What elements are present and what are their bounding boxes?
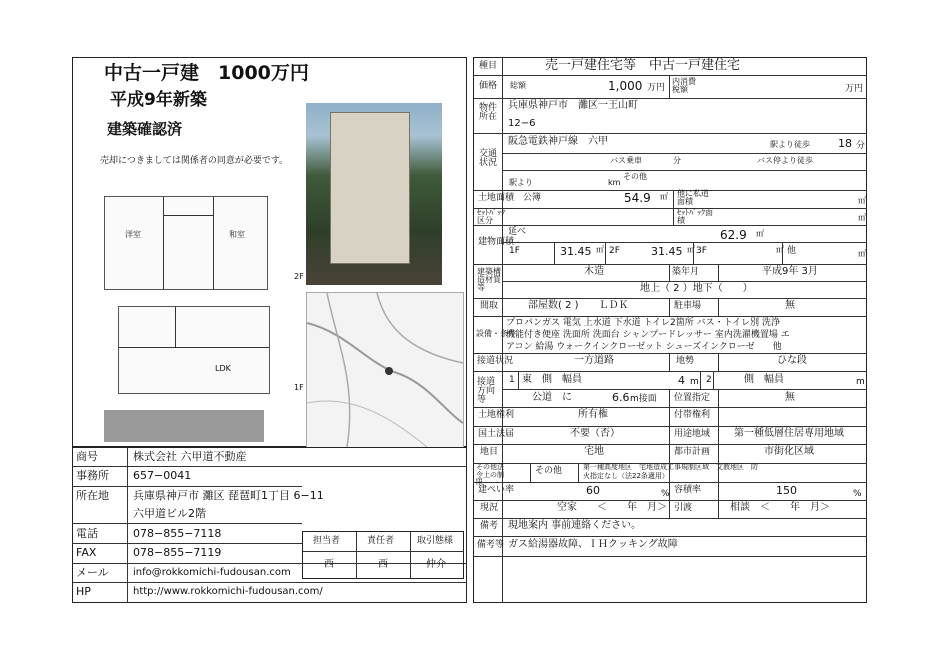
- label-location: 物件所在: [479, 103, 498, 122]
- total-floor-unit: ㎡: [756, 229, 764, 238]
- label-land-category: 地目: [480, 447, 499, 457]
- land-area-tag: 公簿: [523, 193, 542, 203]
- company-label-address: 所在地: [76, 489, 109, 502]
- road-status-value: 一方道路: [574, 355, 614, 366]
- status-value: 空家 ＜ 年 月＞: [557, 502, 667, 513]
- road2-no: 2: [706, 375, 712, 385]
- layout-value: 部屋数( 2 ) ＬＤＫ: [528, 300, 629, 311]
- label-remark2: 備考等: [477, 540, 505, 550]
- private-road-label: 他に私道面積: [677, 189, 709, 206]
- road2-width-unit: m: [856, 377, 865, 387]
- terrain-value: ひな段: [777, 355, 807, 366]
- other-limits-line2: 火指定なし（法22条適用）: [583, 472, 669, 480]
- floor3-unit: ㎡: [776, 245, 784, 254]
- floor-plan-1f: [118, 306, 270, 394]
- remark-value: 現地案内 事前連絡ください。: [508, 520, 642, 531]
- total-floor-label: 延べ: [508, 227, 527, 237]
- parking-value: 無: [785, 300, 795, 311]
- other-limits-line1: 第一種高度地区 宅地造成工事規制区域 文教地区 防: [583, 463, 758, 471]
- label-road-status: 接道状況: [477, 356, 514, 366]
- tax-tag: 内消費税額: [672, 77, 696, 94]
- floor1-label: 1F: [509, 246, 520, 256]
- location-line2: 12−6: [508, 118, 536, 129]
- label-city-plan: 都市計画: [674, 447, 711, 457]
- price-value: 1,000: [608, 79, 643, 93]
- land-law-value: 不要（否）: [570, 428, 620, 439]
- plan-room-a: 洋室: [125, 230, 141, 239]
- label-equipment: 設備・条件: [476, 329, 516, 338]
- floor2-label: 2F: [609, 246, 620, 256]
- label-far: 容積率: [674, 485, 702, 495]
- floor3-label: 3F: [696, 246, 707, 256]
- staff-mode: 仲介: [426, 559, 446, 570]
- road1-no: 1: [509, 375, 515, 385]
- floors-value: 地上（ 2 ）地下（ ）: [640, 283, 753, 294]
- handover-value: 相談 ＜ 年 月＞: [730, 502, 830, 513]
- floor-other-unit: ㎡: [858, 249, 866, 258]
- bcr-unit: %: [661, 489, 670, 499]
- far-unit: %: [853, 489, 862, 499]
- price-total-tag: 総額: [510, 81, 526, 90]
- total-floor-value: 62.9: [720, 228, 747, 242]
- company-phone: 078−855−7118: [133, 527, 222, 540]
- company-label-hp: HP: [76, 585, 91, 598]
- land-area-unit: ㎡: [660, 192, 668, 201]
- flyer-note: 売却につきましては関係者の同意が必要です。: [100, 156, 289, 166]
- floor-label-2f: 2F: [294, 272, 304, 281]
- company-address: 兵庫県神戸市 灘区 琵琶町1丁目 6−11: [133, 489, 324, 502]
- label-structure: 建築構造材質等: [477, 267, 501, 292]
- remark2-value: ガス給湯器故障、ＩＨクッキング故障: [508, 539, 678, 550]
- price-unit: 万円: [647, 83, 666, 93]
- label-land-law: 国土法届: [478, 429, 515, 439]
- road1-width-unit: m: [690, 377, 699, 387]
- company-box: [72, 447, 467, 603]
- label-building-area: 建物面積: [478, 237, 515, 247]
- redaction-block: [104, 410, 264, 442]
- label-land-area: 土地面積: [478, 193, 515, 203]
- company-fax: 078−855−7119: [133, 546, 222, 559]
- label-traffic: 交通状況: [479, 149, 498, 168]
- label-zoning: 用途地域: [674, 429, 711, 439]
- floor2-unit: ㎡: [687, 245, 695, 254]
- plan-room-b: 和室: [229, 230, 245, 239]
- staff-manager: 西: [378, 559, 388, 570]
- road1-width: 4: [678, 374, 685, 387]
- value-kind: 売一戸建住宅等 中古一戸建住宅: [545, 58, 741, 73]
- label-attached-right: 付帯権利: [674, 410, 711, 420]
- tax-unit: 万円: [845, 84, 864, 94]
- private-road-unit: ㎡: [858, 196, 866, 205]
- company-address-building: 六甲道ビル2階: [133, 507, 206, 520]
- bcr-value: 60: [586, 484, 600, 497]
- area-map: [306, 292, 464, 448]
- label-terrain: 地勢: [676, 356, 695, 366]
- floor-other-label: 他: [787, 246, 797, 256]
- walk-minutes: 18: [838, 137, 852, 150]
- far-value: 150: [776, 484, 797, 497]
- flyer-confirmed: 建築確認済: [107, 120, 183, 138]
- company-label-phone: 電話: [76, 527, 98, 540]
- label-road-direction: 接道方向等: [477, 377, 496, 405]
- floor-label-1f: 1F: [294, 383, 304, 392]
- bus-ride: バス乗車: [610, 156, 642, 165]
- other-limits-tag: その他: [535, 466, 563, 476]
- company-label-name: 商号: [76, 450, 98, 463]
- label-other-limits: その他法令上の制限: [476, 463, 504, 487]
- label-designation: 位置指定: [674, 393, 711, 403]
- house-photo: [306, 103, 442, 285]
- label-status: 現況: [480, 503, 499, 513]
- other-transport: その他: [623, 172, 647, 181]
- land-right-value: 所有権: [578, 409, 608, 420]
- staff-header-manager: 責任者: [367, 536, 395, 546]
- company-label-email: メール: [76, 566, 109, 579]
- road2-direction: 側 幅員: [744, 374, 784, 385]
- zoning-value: 第一種低層住居専用地域: [734, 428, 844, 439]
- flyer-subtitle: 平成9年新築: [110, 90, 207, 110]
- bus-stop-walk: バス停より徒歩: [757, 156, 813, 165]
- structure-value: 木造: [584, 266, 604, 277]
- bus-minute-unit: 分: [673, 156, 681, 165]
- equipment-line1: プロパンガス 電気 上水道 下水道 トイレ2箇所 バス・トイレ別 洗浄: [506, 318, 780, 328]
- label-kind: 種目: [479, 61, 498, 71]
- map-roads: [307, 293, 463, 447]
- staff-header-mode: 取引態様: [417, 536, 454, 546]
- label-price: 価格: [479, 81, 498, 91]
- public-road: 公道 に: [532, 392, 572, 403]
- company-zip: 657−0041: [133, 469, 192, 482]
- built-value: 平成9年 3月: [762, 266, 818, 277]
- land-category-value: 宅地: [584, 446, 604, 457]
- walk-minute-unit: 分: [856, 141, 866, 151]
- km-from-station: 駅より: [509, 178, 533, 187]
- station-walk: 駅より徒歩: [770, 140, 810, 149]
- frontage-value: 6.6: [612, 391, 630, 404]
- label-built: 築年月: [672, 267, 700, 277]
- frontage-unit: m接面: [630, 394, 657, 404]
- setback-area-label: ｾｯﾄﾊﾞｯｸ面積: [677, 208, 713, 225]
- label-remark: 備考: [480, 521, 499, 531]
- plan-room-ldk: LDK: [215, 364, 231, 373]
- land-area-value: 54.9: [624, 191, 651, 205]
- label-handover: 引渡: [674, 503, 693, 513]
- floor1-unit: ㎡: [596, 245, 604, 254]
- floor-plan-2f: [104, 196, 268, 290]
- staff-charge: 西: [324, 559, 334, 570]
- label-parking: 駐車場: [674, 301, 702, 311]
- designation-value: 無: [785, 392, 795, 403]
- km-unit: km: [608, 178, 621, 187]
- traffic-line: 阪急電鉄神戸線 六甲: [508, 136, 608, 147]
- label-bcr: 建ぺい率: [478, 485, 515, 495]
- staff-header-charge: 担当者: [313, 536, 341, 546]
- setback-area-unit: ㎡: [858, 213, 866, 222]
- city-plan-value: 市街化区域: [764, 446, 814, 457]
- equipment-line3: アコン 給湯 ウォークインクローゼット シューズインクローゼ 他: [506, 342, 782, 352]
- label-setback: ｾｯﾄﾊﾞｯｸ区分: [477, 208, 505, 225]
- flyer-title: 中古一戸建 1000万円: [104, 62, 309, 84]
- location-line1: 兵庫県神戸市 灘区一王山町: [508, 100, 638, 111]
- company-label-office: 事務所: [76, 469, 109, 482]
- company-hp-link[interactable]: http://www.rokkomichi-fudousan.com/: [133, 586, 323, 597]
- company-email-link[interactable]: info@rokkomichi-fudousan.com: [133, 567, 291, 578]
- road1-direction: 東 側 幅員: [522, 374, 582, 385]
- company-label-fax: FAX: [76, 546, 97, 559]
- label-layout: 間取: [480, 301, 499, 311]
- floor2-value: 31.45: [651, 245, 683, 258]
- company-name: 株式会社 六甲道不動産: [133, 450, 247, 463]
- label-land-right: 土地権利: [478, 410, 515, 420]
- floor1-value: 31.45: [560, 245, 592, 258]
- equipment-line2: 機能付き便座 洗面所 洗面台 シャンプードレッサー 室内洗濯機置場 エ: [506, 330, 790, 340]
